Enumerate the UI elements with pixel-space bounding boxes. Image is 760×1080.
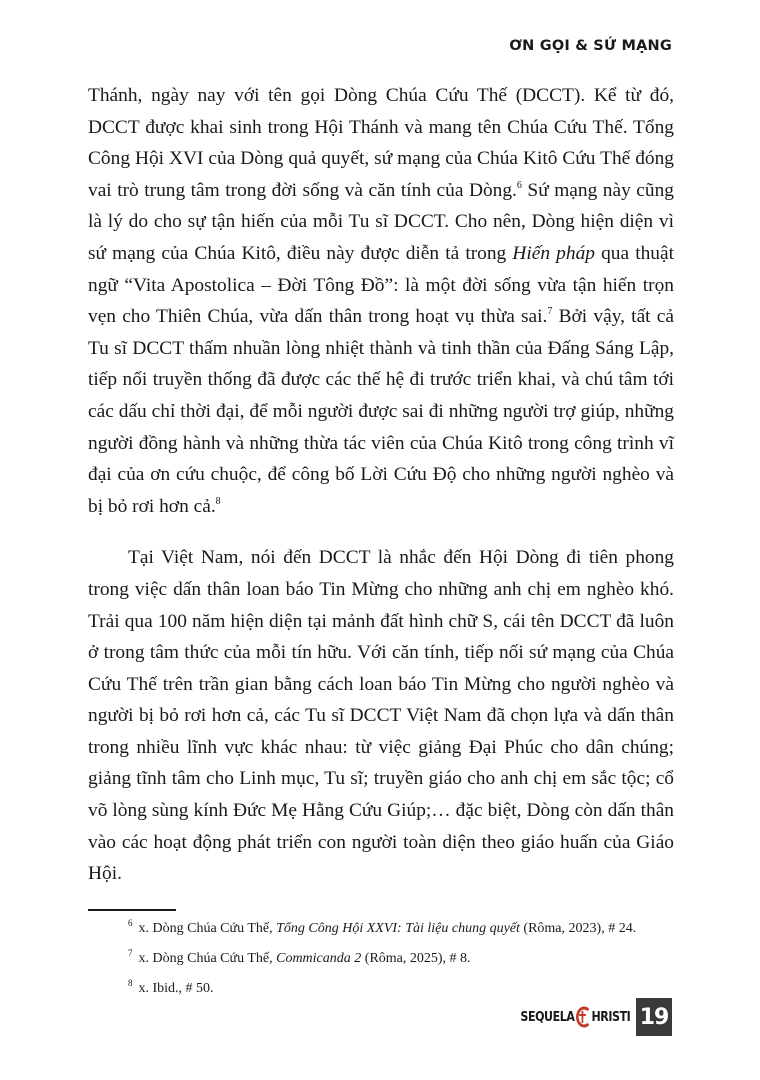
paragraph-1: Thánh, ngày nay với tên gọi Dòng Chúa Cứu Thế (DCCT). Kể từ đó, DCCT được khai sinh trong Hội Thánh và mang tên Chúa Cứu Thế. Tổng Công Hội XVI của Dòng quả quyết, sứ mạng của Chúa Kitô Cứu Thế đóng vai trò trung tâm trong đời sống và căn tính của Dòng.$^6$ Sứ mạng này cũng là lý do cho sự tận hiến của mỗi Tu sĩ DCCT. Cho nên, Dòng hiện diện vì sứ mạng của Chúa Kitô, điều này được diễn tả trong Hiến pháp qua thuật ngữ “Vita Apostolica – Đời Tông Đồ”: là một đời sống vừa tận hiến trọn vẹn cho Thiên Chúa, vừa dấn thân trong hoạt vụ thừa sai.$^7$ Bởi vậy, tất cả Tu sĩ DCCT thấm nhuần lòng nhiệt thành và tinh thần của Đấng Sáng Lập, tiếp nối truyền thống đã được các thế hệ đi trước triển khai, và chú tâm tới các dấu chỉ thời đại, để mỗi người được sai đi những người trợ giúp, những người đồng hành và những thừa tác viên của Chúa Kitô trong công trình vĩ đại của ơn cứu chuộc, để công bố Lời Cứu Độ cho những người nghèo và bị bỏ rơi hơn cả.$^8$ [88,85,674,517]
footnote-ref-8[interactable]: 8 [215,495,221,507]
christi-c-emblem [575,1006,590,1028]
paragraph-2: Tại Việt Nam, nói đến DCCT là nhắc đến Hội Dòng đi tiên phong trong việc dấn thân loan báo Tin Mừng cho những anh chị em nghèo khó. Trải qua 100 năm hiện diện tại mảnh đất hình chữ S, cái tên DCCT đã luôn ở trong tâm thức của mỗi tín hữu. Với căn tính, tiếp nối sứ mạng của Chúa Cứu Thế trên trần gian bằng cách loan báo Tin Mừng cho người nghèo và người bị bỏ rơi hơn cả, các Tu sĩ DCCT Việt Nam đã chọn lựa và dấn thân trong nhiều lĩnh vực khác nhau: từ việc giảng Đại Phúc cho dân chúng; giảng tĩnh tâm cho Linh mục, Tu sĩ; truyền giáo cho anh chị em sắc tộc; cổ võ lòng sùng kính Đức Mẹ Hằng Cứu Giúp;… đặc biệt, Dòng còn dấn thân vào các hoạt động phát triển con người toàn diện theo giáo huấn của Giáo Hội. [88,547,674,885]
footnotes [128,918,688,1008]
footnote-7: $^7$ x. Dòng Chúa Cứu Thế, Commicanda 2 (Rôma, 2025), # 8. [128,948,471,966]
cross-c-icon [575,1006,590,1028]
sequela-christi-logo: SEQUELA HRISTI [520,1006,630,1028]
cross-horizontal-shape [578,1014,585,1016]
section-header: ƠN GỌI & SỨ MẠNG [509,38,672,54]
footnote-ref-6[interactable]: 6 [516,179,522,191]
main-text [88,80,674,890]
cross-vertical-shape [581,1011,583,1023]
emphasis-hien-phap: Hiến pháp [512,242,595,264]
footnote-6: $^6$ x. Dòng Chúa Cứu Thế, Tổng Công Hội XXVI: Tài liệu chung quyết (Rôma, 2023), # 24. [128,918,637,936]
footnote-ref-7[interactable]: 7 [547,306,553,318]
footnote-divider [88,909,176,911]
page-footer [501,998,672,1036]
page-number: 19 [636,998,672,1036]
footnote-8: $^8$ x. Ibid., # 50. [128,978,214,996]
